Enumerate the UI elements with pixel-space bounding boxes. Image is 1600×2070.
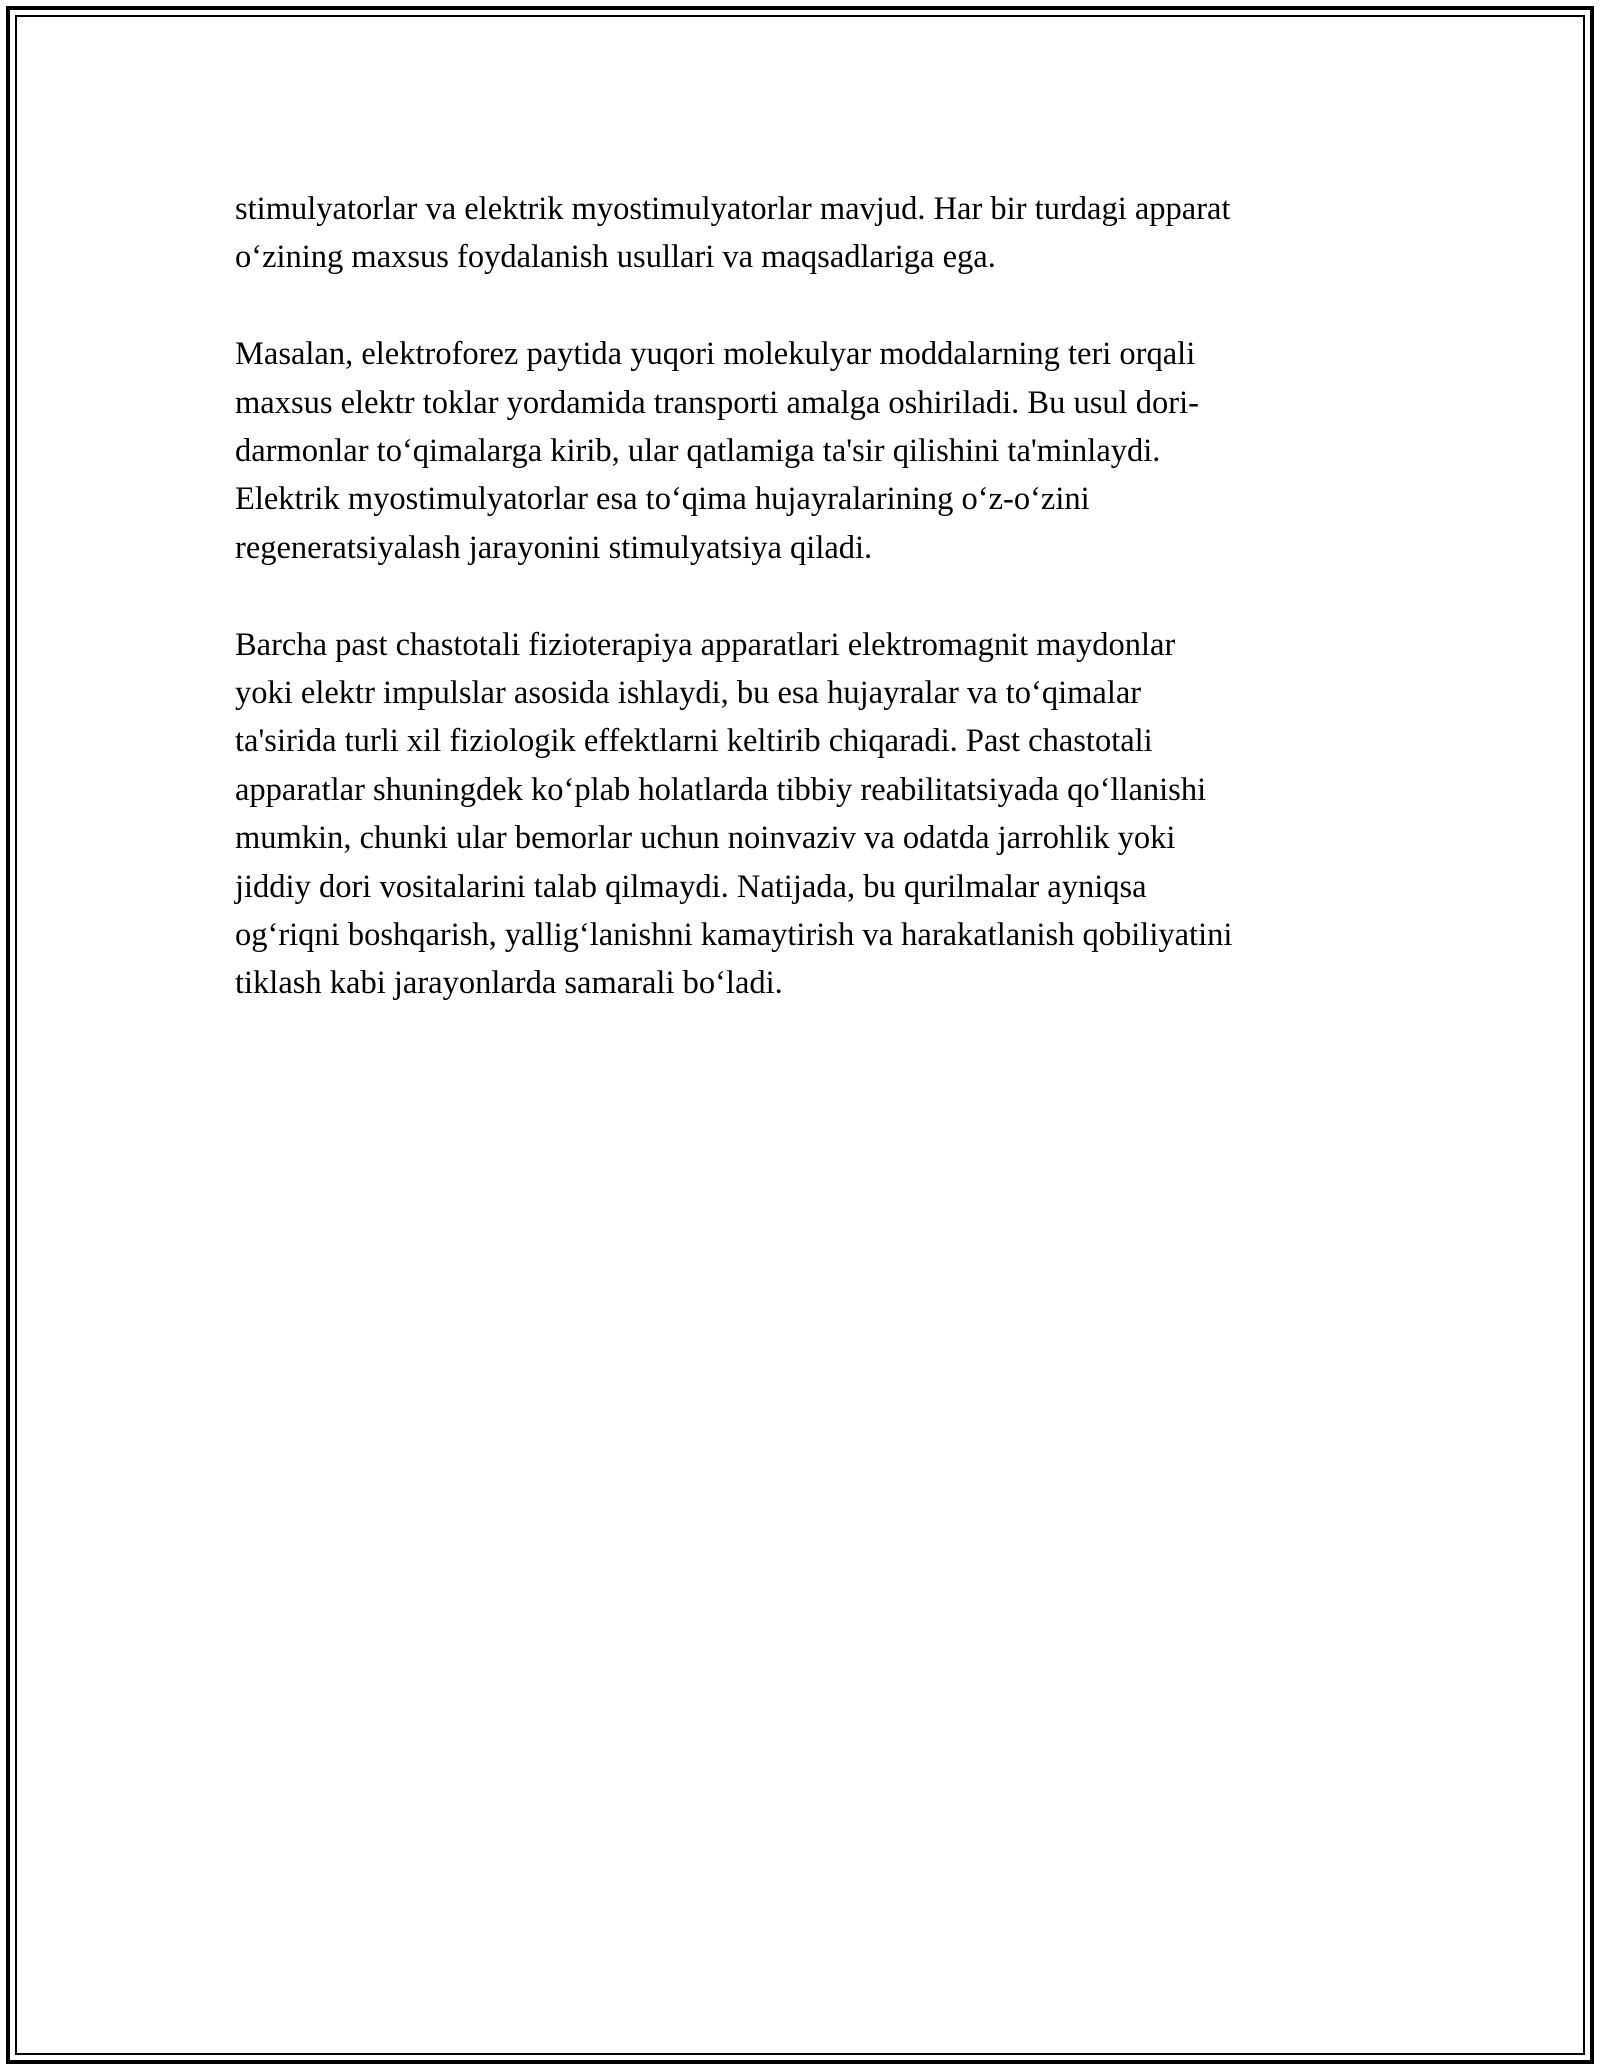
text-line: regeneratsiyalash jarayonini stimulyatsiya qiladi. [235, 529, 873, 566]
text-line: stimulyatorlar va elektrik myostimulyatorlar mavjud. Har bir turdagi apparat [235, 191, 1231, 227]
text-line: mumkin, chunki ular bemorlar uchun noinvaziv va odatda jarrohlik yoki [235, 820, 1176, 857]
text-line: tiklash kabi jarayonlarda samarali bo‘ladi. [235, 965, 783, 1002]
text-line: Masalan, elektroforez paytida yuqori molekulyar moddalarning teri orqali [235, 336, 1196, 373]
text-line: maxsus elektr toklar yordamida transporti amalga oshiriladi. Bu usul dori- [235, 384, 1199, 421]
paragraph-2 [235, 330, 1375, 572]
text-line: Barcha past chastotali fizioterapiya apparatlari elektromagnit maydonlar [235, 626, 1176, 663]
text-line: apparatlar shuningdek ko‘plab holatlarda tibbiy reabilitatsiyada qo‘llanishi [235, 771, 1207, 808]
text-line: og‘riqni boshqarish, yallig‘lanishni kamaytirish va harakatlanish qobiliyatini [235, 917, 1233, 954]
document-body [235, 185, 1375, 1056]
text-line: darmonlar to‘qimalarga kirib, ular qatlamiga ta'sir qilishini ta'minlaydi. [235, 433, 1161, 470]
text-line: o‘zining maxsus foydalanish usullari va maqsadlariga ega. [235, 239, 996, 276]
text-line: yoki elektr impulslar asosida ishlaydi, bu esa hujayralar va to‘qimalar [235, 675, 1142, 712]
text-line: ta'sirida turli xil fiziologik effektlarni keltirib chiqaradi. Past chastotali [235, 723, 1153, 760]
text-line: jiddiy dori vositalarini talab qilmaydi. Natijada, bu qurilmalar ayniqsa [235, 868, 1147, 905]
paragraph-3 [235, 621, 1375, 1008]
paragraph-1 [235, 185, 1375, 282]
text-line: Elektrik myostimulyatorlar esa to‘qima hujayralarining o‘z-o‘zini [235, 481, 1090, 518]
